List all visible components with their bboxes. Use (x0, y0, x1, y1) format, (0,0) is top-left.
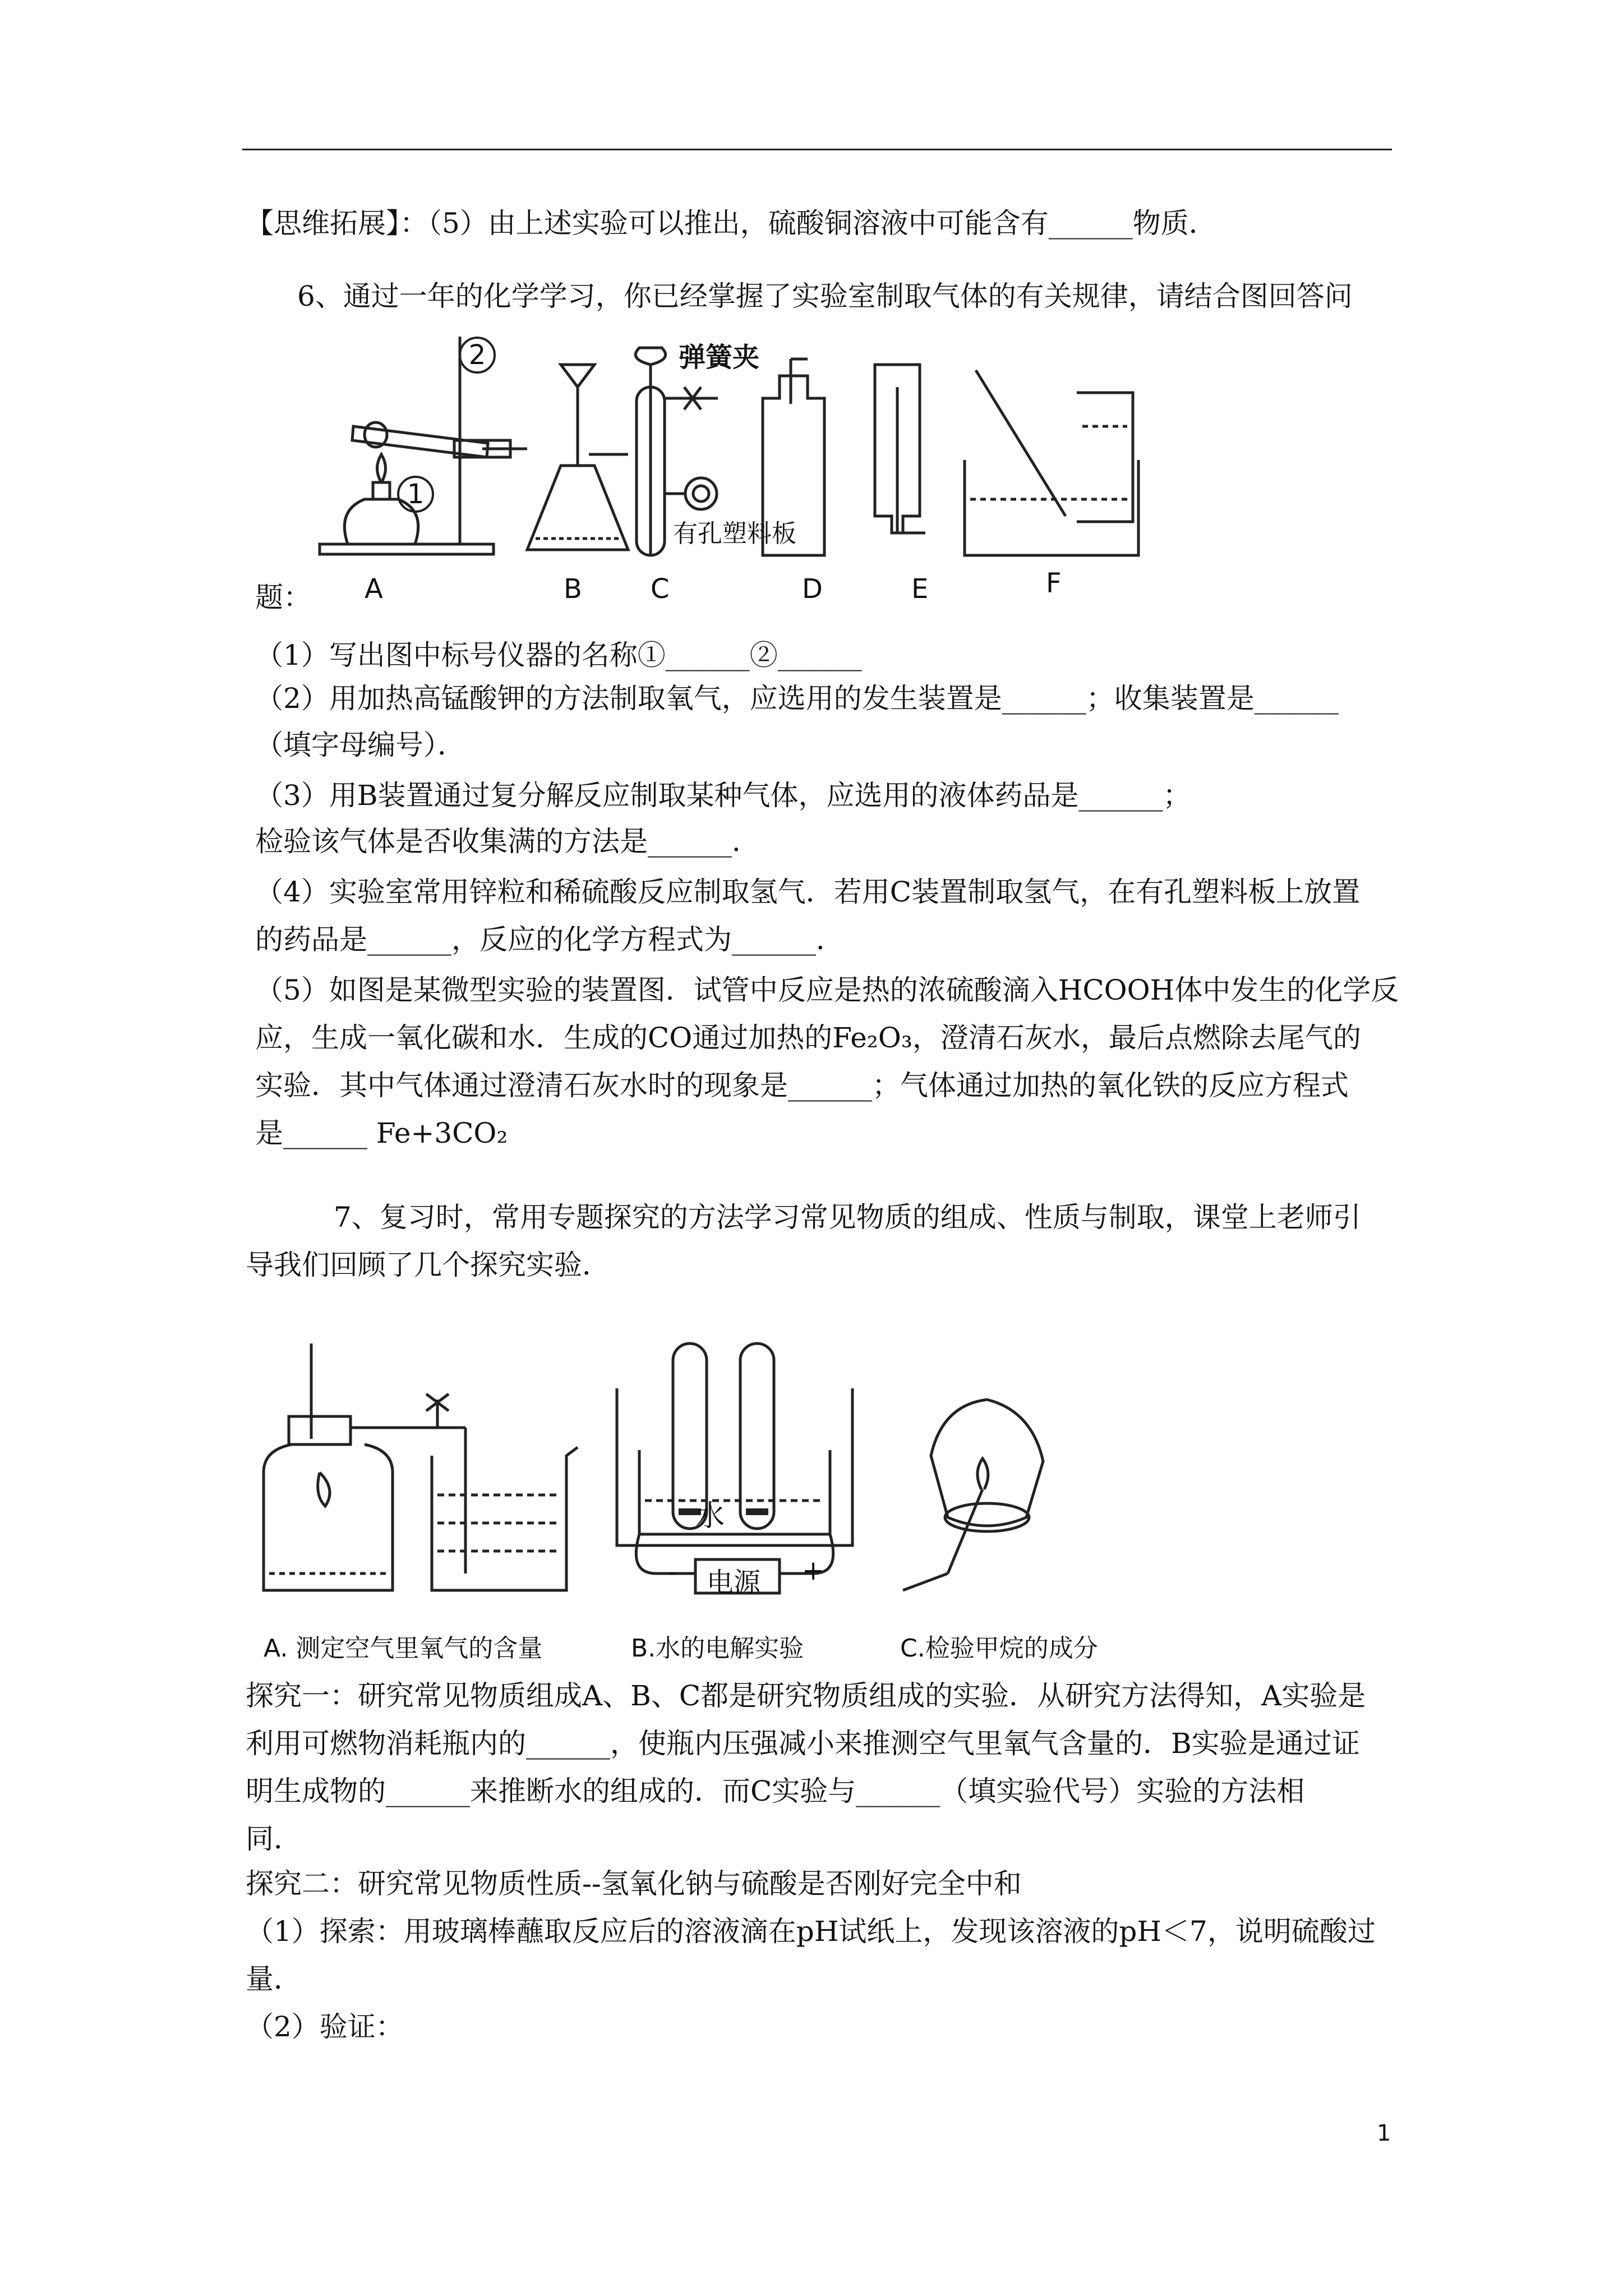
q7-line-3: 明生成物的______来推断水的组成的．而C实验与______（填实验代号）实验的方法相 (246, 1775, 1305, 1807)
q7-intro-1: 7、复习时，常用专题探究的方法学习常见物质的组成、性质与制取，课堂上老师引 (334, 1201, 1361, 1234)
power-plus: + (802, 1555, 825, 1586)
q6-line-11: 是______ Fe+3CO₂ (255, 1117, 508, 1149)
perforated-plate-label: 有孔塑料板 (673, 519, 796, 548)
q6-line-1: （1）写出图中标号仪器的名称①______②______ (255, 639, 862, 671)
label-e: E (911, 573, 929, 605)
q7-experiments-figure (247, 1338, 1144, 1602)
q6-line-2: （2）用加热高锰酸钾的方法制取氧气，应选用的发生装置是______；收集装置是______ (255, 682, 1339, 715)
water-label: 水 (695, 1499, 725, 1533)
q7-line-8: （2）验证： (246, 2010, 404, 2043)
apparatus-e (875, 365, 925, 533)
marker-2: 2 (459, 337, 496, 374)
q6-line-4: （3）用B装置通过复分解反应制取某种气体，应选用的液体药品是______； (255, 779, 1191, 812)
caption-b: B.水的电解实验 (631, 1634, 804, 1663)
apparatus-f (965, 370, 1138, 555)
q6-line-7: 的药品是______，反应的化学方程式为______． (255, 923, 844, 956)
thinking-extension-line: 【思维拓展】：（5）由上述实验可以推出，硫酸铜溶液中可能含有______物质． (246, 207, 1217, 240)
power-minus: - (667, 1557, 677, 1588)
label-b: B (564, 573, 582, 605)
q6-line-6: （4）实验室常用锌粒和稀硫酸反应制取氢气．若用C装置制取氢气，在有孔塑料板上放置 (255, 876, 1361, 908)
q6-line-10: 实验．其中气体通过澄清石灰水时的现象是______；气体通过加热的氧化铁的反应方程式 (255, 1069, 1349, 1102)
q6-intro-end-text: 题： (255, 581, 311, 614)
page-number: 1 (1377, 2120, 1391, 2146)
experiment-a (264, 1343, 578, 1590)
header-rule (242, 149, 1392, 150)
label-a: A (365, 573, 383, 605)
power-source-label: 电源 (707, 1567, 761, 1598)
q7-line-2: 利用可燃物消耗瓶内的______，使瓶内压强减小来推测空气里氧气含量的．B实验是通过证 (246, 1727, 1360, 1760)
q6-line-5: 检验该气体是否收集满的方法是______． (255, 825, 760, 858)
spring-clip-label: 弹簧夹 (679, 342, 760, 373)
q6-line-3: （填字母编号）． (255, 729, 465, 761)
q7-intro-2: 导我们回顾了几个探究实验． (246, 1249, 610, 1281)
q6-line-8: （5）如图是某微型实验的装置图．试管中反应是热的浓硫酸滴入HCOOH体中发生的化学反 (255, 974, 1399, 1006)
q6-line-9: 应，生成一氧化碳和水．生成的CO通过加热的Fe₂O₃，澄清石灰水，最后点燃除去尾气的 (255, 1022, 1361, 1054)
label-f: F (1046, 568, 1062, 599)
caption-c: C.检验甲烷的成分 (900, 1634, 1098, 1663)
experiment-c (903, 1400, 1043, 1590)
q7-line-6: （1）探索：用玻璃棒蘸取反应后的溶液滴在pH试纸上，发现该溶液的pH＜7，说明硫酸过 (246, 1915, 1376, 1948)
apparatus-b (527, 365, 628, 550)
q6-intro: 6、通过一年的化学学习，你已经掌握了实验室制取气体的有关规律，请结合图回答问 (297, 280, 1353, 312)
q7-line-4: 同． (246, 1823, 302, 1855)
marker-1: 1 (397, 476, 434, 513)
q7-line-1: 探究一：研究常见物质组成A、B、C都是研究物质组成的实验．从研究方法得知，A实验是 (246, 1680, 1366, 1712)
label-d: D (802, 573, 823, 605)
caption-a: A. 测定空气里氧气的含量 (264, 1634, 543, 1663)
q7-line-7: 量． (246, 1963, 302, 1995)
label-c: C (651, 573, 670, 605)
q7-line-5: 探究二：研究常见物质性质--氢氧化钠与硫酸是否刚好完全中和 (246, 1867, 1022, 1900)
apparatus-a (320, 337, 527, 554)
